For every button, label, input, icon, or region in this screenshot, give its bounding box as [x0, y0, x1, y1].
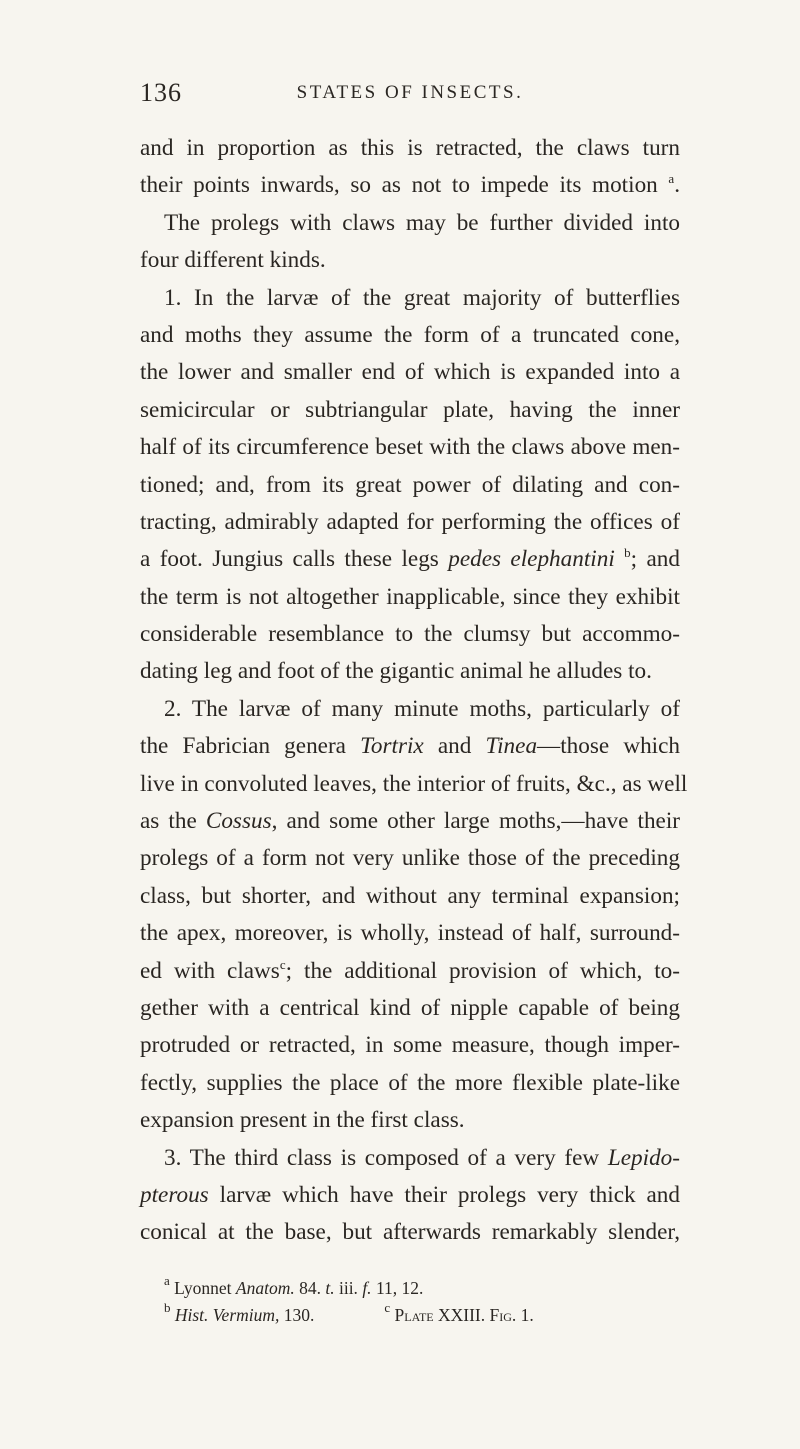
- text-line: expansion present in the first class.: [140, 1107, 465, 1134]
- text-line: conical at the base, but afterwards remarkably slender,: [140, 1219, 680, 1246]
- text-line: four different kinds.: [140, 247, 326, 274]
- page-number: 136: [140, 78, 182, 107]
- text-line: class, but shorter, and without any terminal expansion;: [140, 882, 680, 909]
- text-line: tracting, admirably adapted for performing the offices of: [140, 508, 680, 535]
- running-title: STATES OF INSECTS.: [296, 82, 524, 103]
- text-line: considerable resemblance to the clumsy but accommo-: [140, 621, 680, 648]
- text-line: and in proportion as this is retracted, the claws turn: [140, 135, 680, 161]
- text-line: dating leg and foot of the gigantic animal he alludes to.: [140, 658, 652, 685]
- text-line: tioned; and, from its great power of dilating and con-: [140, 471, 680, 498]
- footnote-a: $^a$ Lyonnet Anatom. 84. t. iii. f. 11, 12.: [164, 1273, 424, 1298]
- text-line: 2. The larvæ of many minute moths, particularly of: [164, 695, 680, 722]
- text-line: 1. In the larvæ of the great majority of butterflies: [164, 284, 680, 311]
- footnote-b-c: $^b$ Hist. Vermium, 130. $^c$ Plate XXIII. Fig. 1.: [164, 1300, 534, 1325]
- text-line: 3. The third class is composed of a very few Lepido-: [164, 1144, 680, 1171]
- body-text: [140, 130, 688, 1252]
- text-line: fectly, supplies the place of the more flexible plate-like: [140, 1069, 680, 1096]
- running-head: [140, 78, 680, 112]
- text-line: the term is not altogether inapplicable, since they exhibit: [140, 583, 680, 610]
- text-line: live in convoluted leaves, the interior of fruits, &c., as well: [140, 770, 688, 797]
- footnotes: [140, 1275, 680, 1329]
- text-line: the apex, moreover, is wholly, instead of half, surround-: [140, 920, 680, 947]
- text-line: the Fabrician genera Tortrix and Tinea—those which: [140, 733, 680, 760]
- text-line: the lower and smaller end of which is expanded into a: [140, 359, 680, 386]
- text-line: and moths they assume the form of a truncated cone,: [140, 321, 680, 348]
- text-line: protruded or retracted, in some measure, though imper-: [140, 1032, 680, 1059]
- text-line: gether with a centrical kind of nipple capable of being: [140, 994, 680, 1021]
- text-line: semicircular or subtriangular plate, having the inner: [140, 396, 680, 423]
- text-line: a foot. Jungius calls these legs pedes elephantini $^b$; and: [140, 545, 680, 573]
- text-line: their points inwards, so as not to impede its motion $^a$.: [140, 171, 680, 199]
- text-line: prolegs of a form not very unlike those of the preceding: [140, 845, 680, 872]
- text-line: ed with claws$^c$; the additional provision of which, to-: [140, 956, 680, 984]
- text-line: as the Cossus, and some other large moths,—have their: [140, 808, 680, 835]
- text-line: half of its circumference beset with the claws above men-: [140, 434, 680, 461]
- text-line: pterous larvæ which have their prolegs very thick and: [140, 1181, 680, 1208]
- text-line: The prolegs with claws may be further divided into: [164, 209, 680, 236]
